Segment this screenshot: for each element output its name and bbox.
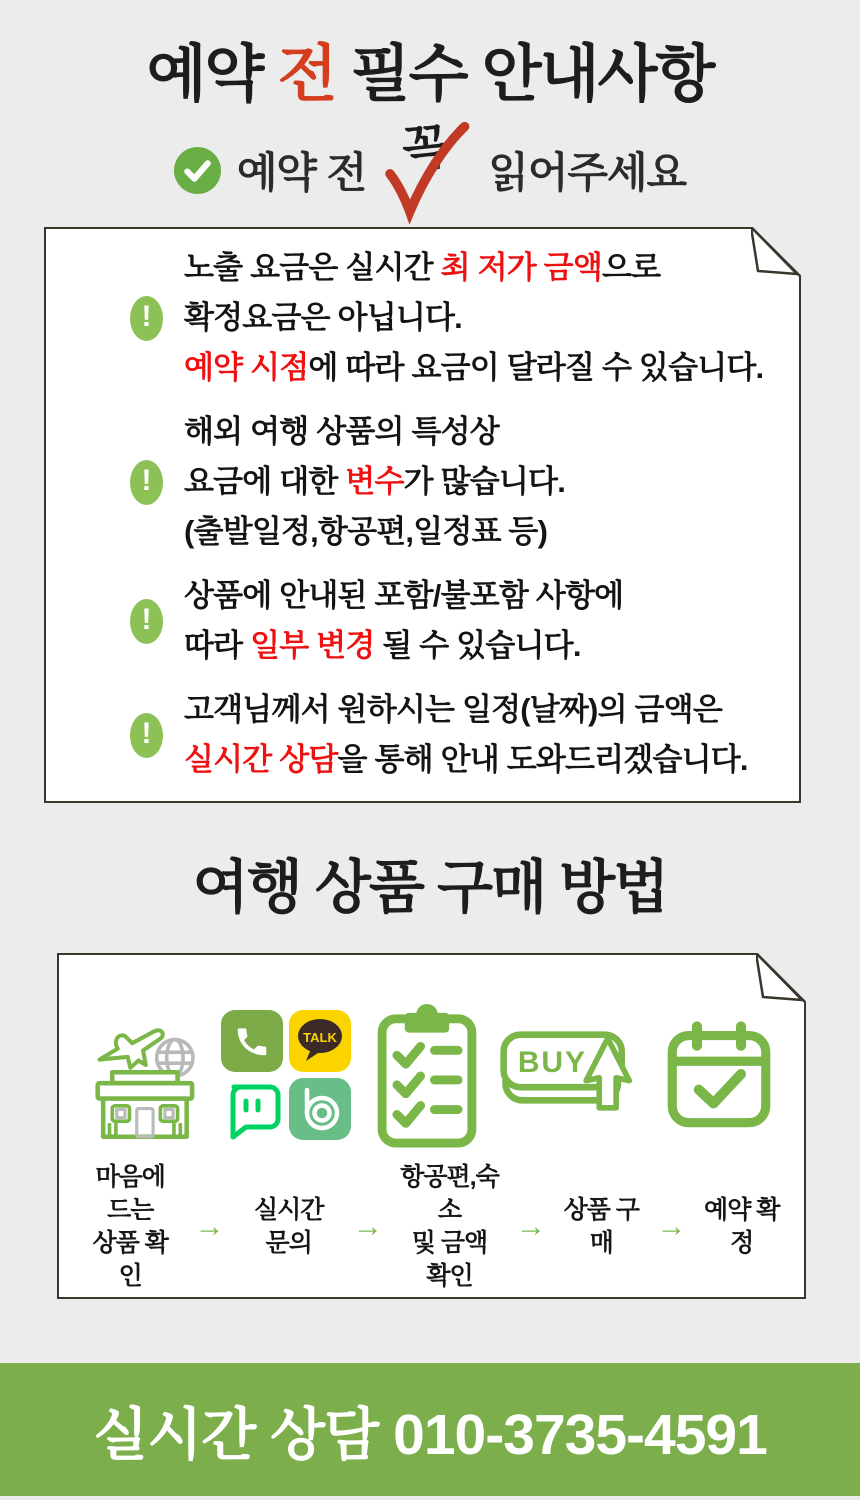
- checklist-clipboard-icon: [375, 1001, 479, 1149]
- exclamation-icon: !: [130, 460, 163, 505]
- purchase-steps-card: [57, 953, 806, 1299]
- fold-corner-icon: [751, 227, 801, 277]
- phone-app-icon[interactable]: [221, 1010, 283, 1072]
- text-run: 에 따라 요금이 달라질 수 있습니다.: [308, 350, 764, 385]
- text-run: 노출 요금은 실시간: [184, 250, 441, 285]
- band-app-icon[interactable]: [289, 1078, 351, 1140]
- notice-line: [184, 735, 748, 785]
- notice-line: [184, 621, 623, 671]
- svg-text:TALK: TALK: [302, 1030, 337, 1045]
- step-icon-cell: [215, 1010, 357, 1140]
- notice-item: [130, 407, 773, 557]
- notice-line: [184, 407, 565, 457]
- step-label: [704, 1194, 780, 1260]
- arrow-right-icon: →: [656, 1210, 687, 1243]
- section-title-purchase-method: 여행 상품 구매 방법: [192, 855, 668, 920]
- notice-item: [130, 685, 773, 785]
- text-run: 해외 여행 상품의 특성상: [184, 414, 499, 449]
- notice-line: [184, 507, 565, 557]
- notice-text: [184, 571, 623, 671]
- text-run: 및 금액 확인: [411, 1229, 488, 1290]
- text-run: 예약 확정: [704, 1196, 780, 1257]
- text-run: 필수 안내사항: [335, 40, 714, 109]
- exclamation-icon: !: [130, 296, 163, 341]
- arrow-right-icon: →: [194, 1210, 225, 1243]
- notice-text: [184, 407, 565, 557]
- exclamation-icon: !: [130, 599, 163, 644]
- text-run: 상품에 안내된 포함/불포함 사항에: [184, 578, 624, 613]
- step-icon-cell: [648, 1019, 790, 1131]
- step-label: [563, 1194, 639, 1260]
- page-title: [0, 24, 860, 113]
- red-brush-check-icon: [374, 119, 474, 223]
- text-run: 확정요금은 아닙니다.: [184, 300, 462, 335]
- buy-button-cursor-icon: [498, 1023, 648, 1127]
- arrow-right-icon: →: [352, 1210, 383, 1243]
- must-mark-glyph: 꼭: [400, 120, 451, 177]
- title-highlight: 전: [277, 40, 336, 109]
- notice-text: [184, 243, 763, 393]
- step-labels-row: [59, 1161, 804, 1293]
- notice-line: [184, 293, 763, 343]
- step-icon-cell: [73, 1005, 215, 1145]
- text-run: 상품 확인: [92, 1229, 168, 1290]
- text-run: 마음에 드는: [95, 1163, 165, 1224]
- must-mark: [378, 120, 476, 205]
- step-icons-row: [59, 955, 804, 1151]
- text-run: 요금에 대한: [184, 464, 346, 499]
- text-run: 변수: [345, 464, 404, 499]
- text-run: 실시간 문의: [253, 1196, 324, 1257]
- text-run: 고객님께서 원하시는 일정(날짜)의 금액은: [184, 692, 722, 727]
- footer-contact-label: 실시간 상담: [93, 1402, 379, 1467]
- footer-bar: [0, 1363, 860, 1496]
- text-run: 가 많습니다.: [403, 464, 566, 499]
- text-run: 항공편,숙소: [400, 1163, 499, 1224]
- notice-text: [184, 685, 748, 785]
- step-label: [400, 1161, 499, 1293]
- text-run: 일부 변경: [250, 628, 375, 663]
- calendar-check-icon: [664, 1019, 774, 1131]
- check-circle-icon: [174, 147, 221, 194]
- subtitle-post: 읽어주세요: [488, 149, 687, 196]
- text-run: 예약: [146, 40, 278, 109]
- svg-text:BUY: BUY: [518, 1046, 588, 1080]
- travel-agency-storefront-icon: [85, 1005, 203, 1145]
- arrow-right-icon: →: [516, 1210, 547, 1243]
- kakaotalk-app-icon[interactable]: [289, 1010, 351, 1072]
- text-run: 최 저가 금액: [440, 250, 602, 285]
- notice-line: [184, 685, 748, 735]
- step-label: [83, 1161, 177, 1293]
- text-run: 실시간 상담: [184, 742, 338, 777]
- exclamation-icon: !: [130, 713, 163, 758]
- step-label: [241, 1194, 335, 1260]
- messenger-apps-grid: [221, 1010, 351, 1140]
- notice-line: [184, 457, 565, 507]
- notice-line: [184, 243, 763, 293]
- footer-contact[interactable]: [93, 1389, 767, 1471]
- notice-line: [184, 571, 623, 621]
- notice-line: [184, 343, 763, 393]
- airplane-icon: [99, 1030, 162, 1067]
- talktalk-app-icon[interactable]: [221, 1078, 283, 1140]
- text-run: 예약 시점: [184, 350, 309, 385]
- step-icon-cell: [357, 1001, 499, 1149]
- notice-card: [44, 227, 801, 803]
- text-run: 으로: [601, 250, 661, 285]
- fold-corner-icon: [756, 953, 806, 1003]
- notice-item: [130, 243, 773, 393]
- text-run: (출발일정,항공편,일정표 등): [184, 514, 548, 549]
- text-run: 을 통해 안내 도와드리겠습니다.: [337, 742, 748, 777]
- text-run: 될 수 있습니다.: [374, 628, 581, 663]
- subtitle: [0, 120, 860, 212]
- text-run: 상품 구매: [563, 1196, 639, 1257]
- text-run: 따라: [184, 628, 251, 663]
- step-icon-cell: [498, 1023, 648, 1127]
- notice-item: [130, 571, 773, 671]
- subtitle-pre: 예약 전: [236, 149, 367, 196]
- footer-phone-number: 010-3735-4591: [393, 1402, 767, 1467]
